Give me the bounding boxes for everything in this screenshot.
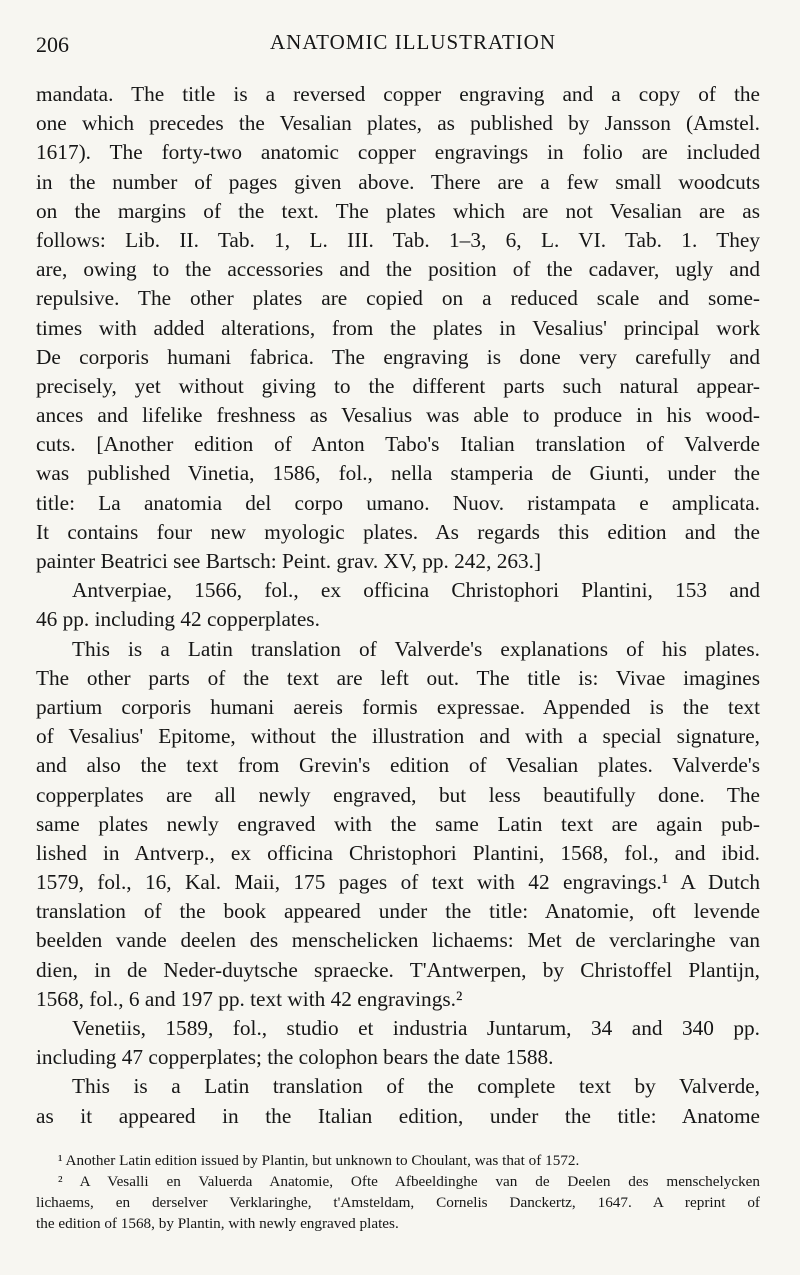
running-head: ANATOMIC ILLUSTRATION <box>269 30 557 54</box>
text-line: copperplates are all newly engraved, but less beautifully done. The <box>36 782 760 807</box>
text-line: 1579, fol., 16, Kal. Maii, 175 pages of text with 42 engravings.¹ A Dutch <box>36 870 760 895</box>
text-line: including 47 copperplates; the colophon bears the date 1588. <box>36 1045 554 1070</box>
text-line: 1617). The forty-two anatomic copper engravings in folio are included <box>36 140 760 165</box>
text-line: Antverpiae, 1566, fol., ex officina Christophori Plantini, 153 and <box>72 578 760 603</box>
text-line: on the margins of the text. The plates which are not Vesalian are as <box>36 198 760 223</box>
footnote-line: lichaems, en derselver Verklaringhe, t'Amsteldam, Cornelis Danckertz, 1647. A reprint of <box>36 1194 760 1211</box>
text-line: repulsive. The other plates are copied on a reduced scale and some- <box>36 286 760 311</box>
text-line: as it appeared in the Italian edition, under the title: Anatome <box>36 1103 760 1128</box>
text-line: De corporis humani fabrica. The engraving is done very carefully and <box>36 344 760 369</box>
text-line: ances and lifelike freshness as Vesalius was able to produce in his wood- <box>36 403 760 428</box>
text-line: follows: Lib. II. Tab. 1, L. III. Tab. 1–3, 6, L. VI. Tab. 1. They <box>36 227 760 252</box>
text-line: lished in Antverp., ex officina Christophori Plantini, 1568, fol., and ibid. <box>36 840 760 865</box>
text-line: 46 pp. including 42 copperplates. <box>36 607 320 632</box>
footnotes <box>36 1150 760 1234</box>
text-line: times with added alterations, from the plates in Vesalius' principal work <box>36 315 760 340</box>
text-line: dien, in de Neder-duytsche spraecke. T'Antwerpen, by Christoffel Plantijn, <box>36 957 760 982</box>
footnote-line: ² A Vesalli en Valuerda Anatomie, Ofte Afbeeldinghe van de Deelen des menschelycken <box>58 1173 760 1190</box>
text-line: translation of the book appeared under the title: Anatomie, oft levende <box>36 899 760 924</box>
text-line: partium corporis humani aereis formis expressae. Appended is the text <box>36 694 760 719</box>
text-line: of Vesalius' Epitome, without the illustration and with a special signature, <box>36 724 760 749</box>
text-line: painter Beatrici see Bartsch: Peint. grav. XV, pp. 242, 263.] <box>36 549 542 573</box>
text-line: and also the text from Grevin's edition of Vesalian plates. Valverde's <box>36 753 760 778</box>
text-line: was published Vinetia, 1586, fol., nella stamperia de Giunti, under the <box>36 461 760 486</box>
text-line: Venetiis, 1589, fol., studio et industria Juntarum, 34 and 340 pp. <box>72 1016 760 1040</box>
text-line: mandata. The title is a reversed copper engraving and a copy of the <box>36 82 760 106</box>
text-line: precisely, yet without giving to the different parts such natural appear- <box>36 373 760 398</box>
text-line: title: La anatomia del corpo umano. Nuov. ristampata e amplicata. <box>36 490 760 515</box>
text-line: This is a Latin translation of the complete text by Valverde, <box>72 1074 760 1099</box>
footnote-line: ¹ Another Latin edition issued by Plantin, but unknown to Choulant, was that of 1572. <box>58 1152 580 1169</box>
footnote-line: the edition of 1568, by Plantin, with newly engraved plates. <box>36 1215 399 1232</box>
text-line: This is a Latin translation of Valverde's explanations of his plates. <box>72 636 760 661</box>
text-line: are, owing to the accessories and the position of the cadaver, ugly and <box>36 257 760 282</box>
text-line: one which precedes the Vesalian plates, as published by Jansson (Amstel. <box>36 111 760 136</box>
page-header <box>36 28 760 58</box>
text-line: cuts. [Another edition of Anton Tabo's Italian translation of Valverde <box>36 432 760 457</box>
text-line: The other parts of the text are left out. The title is: Vivae imagines <box>36 665 760 690</box>
page-number: 206 <box>36 32 69 57</box>
text-line: same plates newly engraved with the same Latin text are again pub- <box>36 811 760 836</box>
body-text <box>36 80 760 1131</box>
text-line: beelden vande deelen des menschelicken lichaems: Met de verclaringhe van <box>36 928 760 953</box>
text-line: It contains four new myologic plates. As regards this edition and the <box>36 519 760 544</box>
text-line: in the number of pages given above. There are a few small woodcuts <box>36 169 760 194</box>
text-line: 1568, fol., 6 and 197 pp. text with 42 engravings.² <box>36 986 463 1011</box>
